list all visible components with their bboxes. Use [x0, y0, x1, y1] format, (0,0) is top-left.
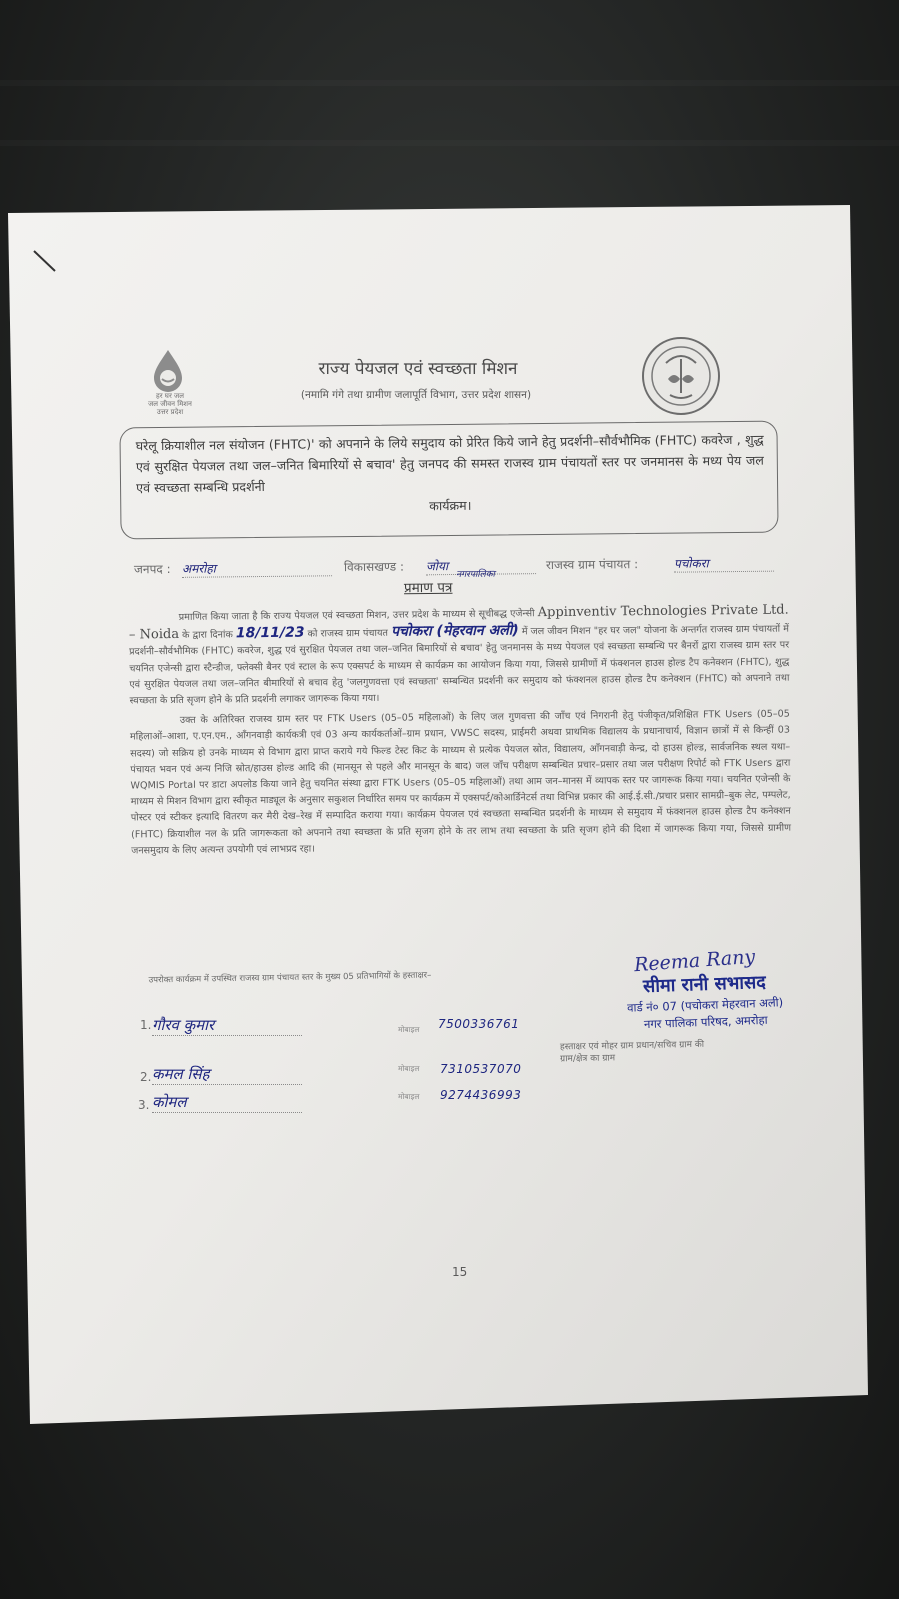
attendee-name: कोमल [152, 1092, 302, 1113]
pen-stroke-mark [30, 247, 60, 277]
p1-village-lead: को राजस्व ग्राम पंचायत [307, 627, 389, 640]
attendee-number: 1. [140, 1018, 152, 1032]
attendee-phone: 7500336761 [438, 1017, 520, 1031]
village-name: पचोकरा (मेहरवान अली) [390, 622, 519, 640]
block-label: विकासखण्ड : [343, 559, 405, 575]
phone-label: मोबाइल [398, 1025, 420, 1034]
program-date: 18/11/23 [235, 624, 305, 642]
attendees-caption: उपरोक्त कार्यक्रम में उपस्थित राजस्व ग्राम पंचायत स्तर के मुख्य 05 प्रतिभागियों के हस्ताक्षर– [148, 970, 432, 986]
p1-intro: प्रमाणित किया जाता है कि राज्य पेयजल एवं स्वच्छता मिशन, उत्तर प्रदेश के माध्यम से सूचीबद्ध एजेन्सी [178, 608, 535, 623]
signatory-office: नगर पालिका परिषद, अमरोहा [643, 1012, 768, 1032]
phone-label: मोबाइल [398, 1064, 420, 1073]
uttar-pradesh-emblem-icon [640, 335, 722, 417]
attendee-number: 3. [138, 1098, 150, 1112]
signatory-ward: वार्ड नं० 07 (पचोकरा मेहरवान अली) [626, 995, 784, 1015]
signatory-name: सीमा रानी सभासद [642, 971, 767, 998]
block-value: जोया [426, 556, 536, 575]
program-text-end: कार्यक्रम। [429, 497, 472, 514]
district-label: जनपद : [133, 561, 171, 577]
signatory-caption: हस्ताक्षर एवं मोहर ग्राम प्रधान/सचिव ग्राम की ग्राम/क्षेत्र का ग्राम [559, 1039, 705, 1065]
paragraph-2: उक्त के अतिरिक्त राजस्व ग्राम स्तर पर FTK Users (05–05 महिलाओं) के लिए जल गुणवत्ता की जाँच एवं निगरानी हेतु पंजीकृत/प्रशिक्षित FTK Users (05–05 महिलाओं–आशा, ए.एन.एम., आँगनवाड़ी कार्यकत्री एवं 03 अन्य कार्यकर्ताओं–ग्राम प्रधान, VWSC सदस्य, प्राईमरी अथवा प्राथमिक विद्यालय के प्रधानाचार्य, विज्ञान छात्रों में से किन्हीं 03 सदस्य) जो सक्रिय हो उनके माध्यम से विभाग द्वारा प्राप्त कराये गये फिल्ड टेस्ट किट के माध्यम से प्रत्येक पेयजल स्रोत, विद्यालय, आँगनवाड़ी केन्द्र, दो हाउस होल्ड, सार्वजनिक स्थल यथा–पंचायत भवन एवं अन्य निजि स्रोत/हाउस होल्ड आदि की (मानसून से पहले और मानसून के बाद) जल जाँच परीक्षण सम्बन्धित प्रचार–प्रसार तथा जल परीक्षण रिपोर्ट को FTK Users द्वारा WQMIS Portal पर डाटा अपलोड किया जाने हेतु चयनित संस्था द्वारा FTK Users (05–05 महिलाओं) तथा आम जन–मानस में व्यापक स्तर पर जागरूक किया गया। चयनित एजेन्सी के माध्यम से मिशन विभाग द्वारा स्वीकृत माड्यूल के अनुसार सकुशल निर्धारित समय पर कार्यक्रम में एक्सपर्ट/कोआर्डिनेटर्स तथा विभिन्न प्रकार की आई.ई.सी./प्रचार प्रसार सामग्री–बुक लेट, पम्पलेट, पोस्टर एवं स्टीकर इत्यादि वितरण कर मैरी देख–रेख में सम्पादित कराया गया। कार्यक्रम पेयजल एवं स्वच्छता सम्बन्धित प्रदर्शनी के माध्यम से समुदाय में फंक्शनल हाउस होल्ड टैप कनेक्शन (FHTC) क्रियाशील नल के प्रति जागरूकता को अपनाने तथा स्वच्छता के प्रति सृजग होने के तर लाभ तथा स्वच्छता के प्रति सृजग होने की दिशा में जागरूक किया गया, जिससे ग्रामीण जनसमुदाय के लिए अत्यन्त उपयोगी एवं लाभप्रद रहा। [129, 708, 792, 857]
block-note: नगरपालिका [456, 569, 495, 580]
paragraph-1 [129, 603, 790, 710]
program-text: घरेलू क्रियाशील नल संयोजन (FHTC)' को अपनाने के लिये समुदाय को प्रेरित किये जाने हेतु प्रदर्शनी–सौर्वभौमिक (FHTC) कवरेज , शुद्ध एवं सुरक्षित पेयजल तथा जल–जनित बिमारियों से बचाव' हेतु जनपद की समस्त राजस्व ग्राम पंचायतों स्तर पर जनमानस के मध्य पेय जल एवं स्वच्छता सम्बन्धि प्रदर्शनी [135, 431, 764, 496]
agency-name: Appinventiv Technologies Private Ltd. – Noida [128, 602, 789, 643]
mission-title: राज्य पेयजल एवं स्वच्छता मिशन [318, 359, 518, 379]
attendee-number: 2. [140, 1070, 152, 1084]
panchayat-label: राजस्व ग्राम पंचायत : [545, 557, 639, 573]
certificate-body [129, 603, 792, 864]
phone-label: मोबाइल [398, 1092, 420, 1101]
logo-caption: हर घर जल जल जीवन मिशन उत्तर प्रदेश [148, 392, 192, 416]
mission-subtitle: (नमामि गंगे तथा ग्रामीण जलापूर्ति विभाग, उत्तर प्रदेश शासन) [300, 389, 532, 401]
signatory-stamp [589, 968, 821, 1034]
attendee-phone: 9274436993 [440, 1088, 522, 1102]
attendee-name: कमल सिंह [152, 1064, 302, 1085]
p1-date-lead: के द्वारा दिनांक [182, 629, 233, 642]
district-value: अमरोहा [182, 558, 332, 578]
page-number: 15 [452, 1265, 468, 1279]
program-description [136, 429, 765, 520]
p1-rest: में जल जीवन मिशन "हर घर जल" योजना के अन्तर्गत राजस्व ग्राम पंचायतों में प्रदर्शनी–सौर्वभौमिक (FHTC) कवरेज, शुद्ध एवं सुरक्षित पेयजल तथा जल–जनित बिमारियों से बचाव' हेतु जनमानस के मध्य पेयजल एवं स्वच्छता सम्बन्धि पर बैनरों द्वारा राजस्व ग्राम स्तर पर चयनित एजेन्सी द्वारा स्टैन्डीज, फ्लेक्सी बैनर एवं स्टाल के रूप एक्सपर्ट के माध्यम से कार्यक्रम का आयोजन किया गया, जिससे ग्रामीणों में फंक्शनल हाउस होल्ड टैप कनेक्शन (FHTC), शुद्ध एवं सुरक्षित पेयजल तथा जल–जनित बीमारियों से बचाव हेतु 'जलगुणवत्ता एवं स्वच्छता' सम्बन्धित प्रदर्शनी कर समुदाय को फंक्शनल हाउस होल्ड टैप कनेक्शन (FHTC) को अपनाने तथा स्वच्छता के प्रति सृजग होने के प्रति प्रदर्शनी लगाकर जागरूक किया गया। [129, 623, 790, 707]
certificate-heading: प्रमाण पत्र [403, 579, 453, 597]
panchayat-value: पचोकरा [674, 554, 774, 573]
signature-script: Reema Rany [633, 945, 756, 977]
attendee-phone: 7310537070 [440, 1062, 522, 1076]
attendee-name: गौरव कुमार [152, 1015, 302, 1036]
